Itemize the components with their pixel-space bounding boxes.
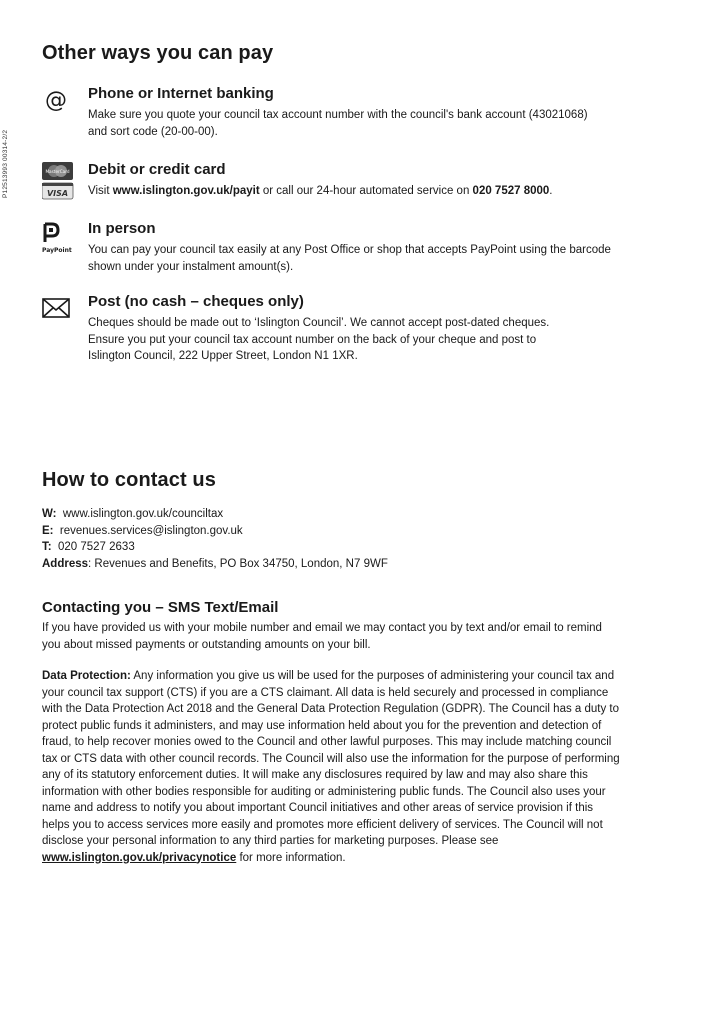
pay-option-description [88,315,678,365]
pay-option-in-person [42,220,682,280]
paragraph-line: information with other bodies responsible for auditing or administering public funds. The Council also uses your [42,785,606,798]
description-line: You can pay your council tax easily at any Post Office or shop that accepts PayPoint using the barcode [88,244,611,256]
data-protection-paragraph [42,668,687,866]
contact-details [42,506,388,572]
mastercard-visa-icon [42,162,74,198]
pay-option-title: Phone or Internet banking [88,85,274,102]
paragraph-line: your council tax support (CTS) if you are a CTS claimant. All data is held securely and processed in compliance [42,686,609,699]
paragraph-line: you about missed payments or outstanding amounts on your bill. [42,638,371,651]
sms-paragraph [42,620,687,653]
description-line: shown under your instalment amount(s). [88,260,294,273]
svg-text:MasterCard: MasterCard [45,169,70,174]
data-protection-label: Data Protection: [42,670,131,682]
description-line: and sort code (20-00-00). [88,125,218,138]
contact-heading: How to contact us [42,469,216,491]
pay-option-description: Visit www.islington.gov.uk/payit or call our 24-hour automated service on 020 7527 8000. [88,185,553,197]
contact-email-link[interactable]: revenues.services@islington.gov.uk [59,524,243,537]
svg-text:PayPoint: PayPoint [42,247,72,254]
paragraph-line: disclose your personal information to any third parties for marketing purposes. Please see [42,835,499,847]
description-line: Islington Council, 222 Upper Street, London N1 1XR. [88,350,358,362]
pay-option-card [42,161,682,203]
description-line: Cheques should be made out to ‘Islington Council’. We cannot accept post-dated cheques. [88,317,550,329]
pay-option-description [88,107,678,140]
contact-address-row: Address: Revenues and Benefits, PO Box 34750, London, N7 9WF [42,557,388,570]
sms-heading: Contacting you – SMS Text/Email [42,599,279,616]
pay-option-description [88,242,678,275]
contact-email-row: E: revenues.services@islington.gov.uk [42,524,243,537]
svg-text:VISA: VISA [46,189,69,198]
pay-heading: Other ways you can pay [42,42,274,64]
payit-link[interactable]: www.islington.gov.uk/payit [112,185,260,197]
paragraph-line: fraud, to help recover monies owed to the Council and other lawful purposes. This may include matching council [42,736,612,748]
contact-address: : Revenues and Benefits, PO Box 34750, London, N7 9WF [88,557,388,570]
contact-web-link[interactable]: www.islington.gov.uk/counciltax [62,508,224,520]
contact-tel: 020 7527 2633 [57,541,135,553]
contact-tel-row: T: 020 7527 2633 [42,541,135,553]
paragraph-line: www.islington.gov.uk/privacynotice for more information. [42,851,346,864]
paragraph-line: helps you to access services more easily and promotes more efficient delivery of services. The Council will not [42,818,603,831]
privacy-notice-link[interactable]: www.islington.gov.uk/privacynotice [42,851,237,864]
envelope-icon [42,297,74,329]
paragraph-line: name and address to notify you about important Council initiatives and other areas of service provision if this [42,802,594,814]
paragraph-line: If you have provided us with your mobile number and email we may contact you by text and/or email to remind [42,622,602,634]
pay-option-title: In person [88,220,156,237]
description-line: Make sure you quote your council tax account number with the council's bank account (43021068) [88,109,588,121]
pay-option-title: Debit or credit card [88,161,226,178]
pay-option-title: Post (no cash – cheques only) [88,293,304,310]
paragraph-line: with the Data Protection Act 2018 and the General Data Protection Regulation (GDPR). The Council has a duty to [42,703,620,715]
paypoint-icon [42,222,74,254]
contact-web-row: W: www.islington.gov.uk/counciltax [42,508,224,520]
document-reference-code: P12513993 00314-2/2 [2,129,9,198]
paragraph-line: tax or CTS data with other council records. The Council will also use the information for the purpose of performing [42,752,620,765]
paragraph-line: any of its statutory enforcement duties. It will make any disclosures required by law and may also share this [42,769,588,781]
svg-text:@: @ [45,88,67,113]
at-sign-icon [42,85,74,117]
pay-option-banking [42,85,682,145]
automated-service-phone: 020 7527 8000 [472,185,550,197]
pay-option-post [42,293,682,373]
paragraph-line: protect public funds it administers, and may use information held about you for the prevention and detection of [42,719,602,732]
description-line: Ensure you put your council tax account number on the back of your cheque and post to [88,333,537,346]
paragraph-line: Data Protection: Any information you give us will be used for the purposes of administering your council tax and [42,670,615,682]
